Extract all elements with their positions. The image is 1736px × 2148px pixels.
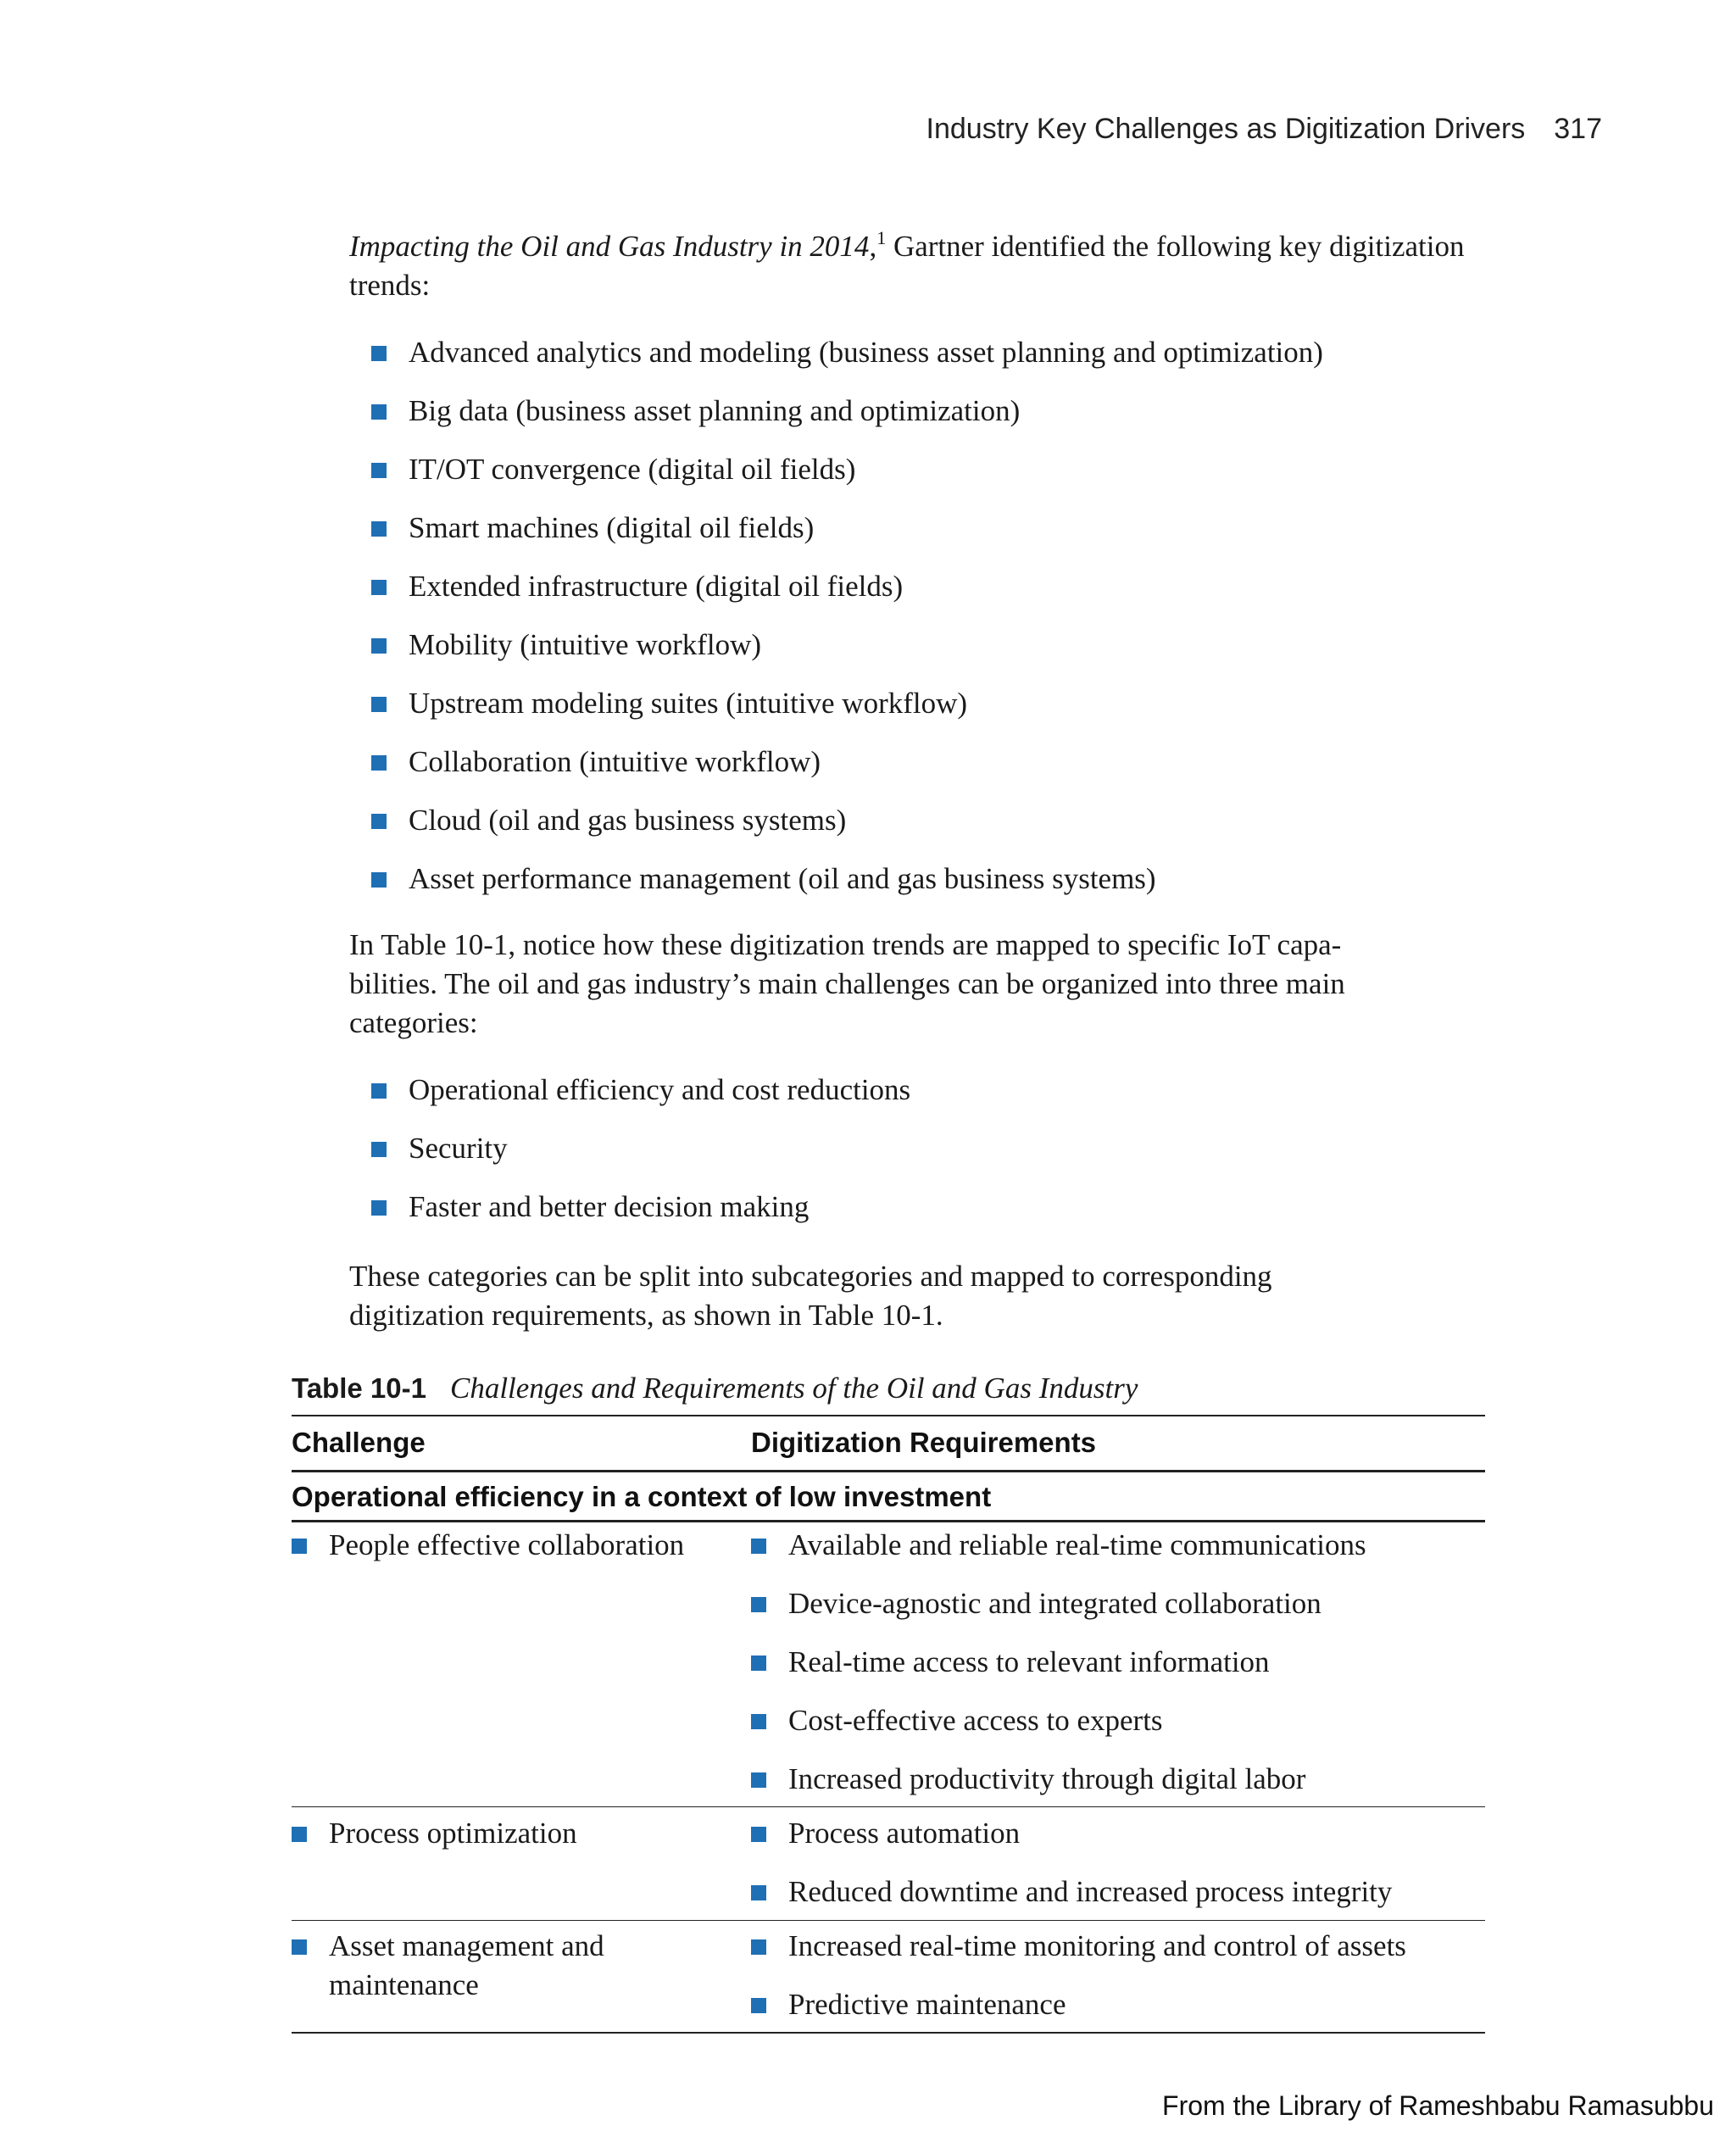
column-header-requirements: Digitization Requirements — [751, 1427, 1097, 1458]
list-item — [751, 1985, 1406, 2044]
outro-line-2: digitization requirements, as shown in Table 10-1. — [349, 1299, 943, 1332]
square-bullet-icon — [292, 1827, 307, 1842]
list-item-text: Advanced analytics and modeling (business asset planning and optimization) — [409, 336, 1323, 369]
footnote-ref: 1 — [876, 227, 887, 248]
square-bullet-icon — [292, 1939, 307, 1955]
square-bullet-icon — [751, 1597, 766, 1612]
square-bullet-icon — [371, 872, 387, 888]
list-item — [751, 1873, 1392, 1931]
list-item-text: Operational efficiency and cost reductions — [409, 1073, 911, 1106]
list-item-text: Extended infrastructure (digital oil fields) — [409, 570, 904, 603]
list-item — [751, 1760, 1366, 1818]
challenge-cell — [292, 1526, 736, 1565]
list-item — [349, 684, 1485, 743]
square-bullet-icon — [371, 1083, 387, 1099]
table-title: Challenges and Requirements of the Oil and Gas Industry — [449, 1372, 1138, 1405]
table-bottom-rule — [292, 2032, 1485, 2034]
list-item — [349, 1071, 1485, 1129]
list-item — [751, 1701, 1366, 1760]
mid-paragraph — [349, 926, 1485, 1043]
page-number: 317 — [1554, 113, 1602, 145]
list-item-text: Upstream modeling suites (intuitive workflow) — [409, 687, 968, 720]
square-bullet-icon — [751, 1939, 766, 1955]
requirement-text: Predictive maintenance — [788, 1988, 1066, 2021]
square-bullet-icon — [371, 638, 387, 654]
running-header — [0, 113, 1602, 146]
list-item-text: IT/OT convergence (digital oil fields) — [409, 453, 856, 486]
outro-paragraph — [349, 1257, 1485, 1335]
list-item — [751, 1814, 1392, 1873]
requirements-list — [751, 1927, 1406, 2044]
square-bullet-icon — [751, 1885, 766, 1900]
list-item — [349, 392, 1485, 450]
table-caption — [292, 1372, 1138, 1405]
mid-line-3: categories: — [349, 1006, 478, 1039]
list-item — [751, 1584, 1366, 1643]
challenge-text-line-1: Asset management and — [329, 1929, 604, 1962]
square-bullet-icon — [751, 1772, 766, 1788]
requirements-list — [751, 1814, 1392, 1931]
requirements-list — [751, 1526, 1366, 1818]
categories-list — [349, 1071, 1485, 1246]
intro-italic-title: Impacting the Oil and Gas Industry in 2014 — [349, 230, 870, 263]
square-bullet-icon — [371, 404, 387, 420]
table-section-rule — [292, 1520, 1485, 1522]
square-bullet-icon — [751, 1714, 766, 1729]
requirement-text: Increased productivity through digital labor — [788, 1762, 1306, 1795]
column-header-challenge: Challenge — [292, 1427, 426, 1458]
list-item — [751, 1927, 1406, 1985]
running-title: Industry Key Challenges as Digitization Drivers — [926, 113, 1526, 145]
list-item — [349, 743, 1485, 801]
footer-note: From the Library of Rameshbabu Ramasubbu — [1162, 2090, 1714, 2121]
list-item-text: Mobility (intuitive workflow) — [409, 628, 762, 661]
intro-text: Gartner identified the following key digitization trends: — [349, 230, 1465, 302]
challenge-text-line-2: maintenance — [329, 1968, 479, 2001]
requirement-text: Reduced downtime and increased process integrity — [788, 1875, 1393, 1908]
list-item — [349, 450, 1485, 509]
list-item — [349, 1188, 1485, 1246]
challenge-text: Process optimization — [329, 1817, 577, 1850]
requirement-text: Increased real-time monitoring and control of assets — [788, 1929, 1406, 1962]
list-item-text: Faster and better decision making — [409, 1190, 810, 1223]
list-item-text: Security — [409, 1132, 508, 1165]
list-item — [751, 1526, 1366, 1584]
table-number: Table 10-1 — [292, 1372, 426, 1404]
square-bullet-icon — [751, 1656, 766, 1671]
table-section-heading: Operational efficiency in a context of low investment — [292, 1481, 992, 1512]
table-row — [0, 1927, 1736, 2037]
intro-comma: , — [869, 230, 877, 263]
table-top-rule — [292, 1415, 1485, 1416]
square-bullet-icon — [371, 755, 387, 771]
challenge-cell — [292, 1927, 736, 2005]
square-bullet-icon — [371, 580, 387, 595]
row-divider — [292, 1920, 1485, 1921]
square-bullet-icon — [751, 1827, 766, 1842]
mid-line-2: bilities. The oil and gas industry’s main challenges can be organized into three main — [349, 967, 1345, 1000]
square-bullet-icon — [371, 814, 387, 829]
square-bullet-icon — [371, 1200, 387, 1216]
list-item — [751, 1643, 1366, 1701]
requirement-text: Available and reliable real-time communications — [788, 1528, 1366, 1561]
table-header-rule — [292, 1470, 1485, 1472]
list-item-text: Cloud (oil and gas business systems) — [409, 804, 847, 837]
square-bullet-icon — [371, 521, 387, 537]
requirement-text: Device-agnostic and integrated collaboration — [788, 1587, 1321, 1620]
list-item — [349, 860, 1485, 918]
table-row — [0, 1814, 1736, 1924]
list-item — [349, 567, 1485, 626]
square-bullet-icon — [292, 1539, 307, 1554]
list-item — [349, 1129, 1485, 1188]
square-bullet-icon — [371, 1142, 387, 1157]
square-bullet-icon — [751, 1539, 766, 1554]
mid-line-1: In Table 10-1, notice how these digitization trends are mapped to specific IoT capa- — [349, 928, 1342, 961]
square-bullet-icon — [371, 346, 387, 361]
challenge-text: People effective collaboration — [329, 1528, 685, 1561]
list-item — [349, 509, 1485, 567]
list-item — [349, 626, 1485, 684]
square-bullet-icon — [751, 1998, 766, 2013]
list-item-text: Collaboration (intuitive workflow) — [409, 745, 821, 778]
row-divider — [292, 1806, 1485, 1807]
challenge-cell — [292, 1814, 736, 1853]
trends-list — [349, 333, 1485, 918]
list-item-text: Asset performance management (oil and gas business systems) — [409, 862, 1156, 895]
requirement-text: Process automation — [788, 1817, 1021, 1850]
list-item-text: Big data (business asset planning and optimization) — [409, 394, 1021, 427]
requirement-text: Real-time access to relevant information — [788, 1645, 1270, 1678]
intro-paragraph — [349, 227, 1485, 305]
requirement-text: Cost-effective access to experts — [788, 1704, 1163, 1737]
square-bullet-icon — [371, 463, 387, 478]
list-item-text: Smart machines (digital oil fields) — [409, 511, 815, 544]
outro-line-1: These categories can be split into subcategories and mapped to corresponding — [349, 1260, 1272, 1293]
table-row — [0, 1526, 1736, 1806]
square-bullet-icon — [371, 697, 387, 712]
list-item — [349, 333, 1485, 392]
list-item — [349, 801, 1485, 860]
